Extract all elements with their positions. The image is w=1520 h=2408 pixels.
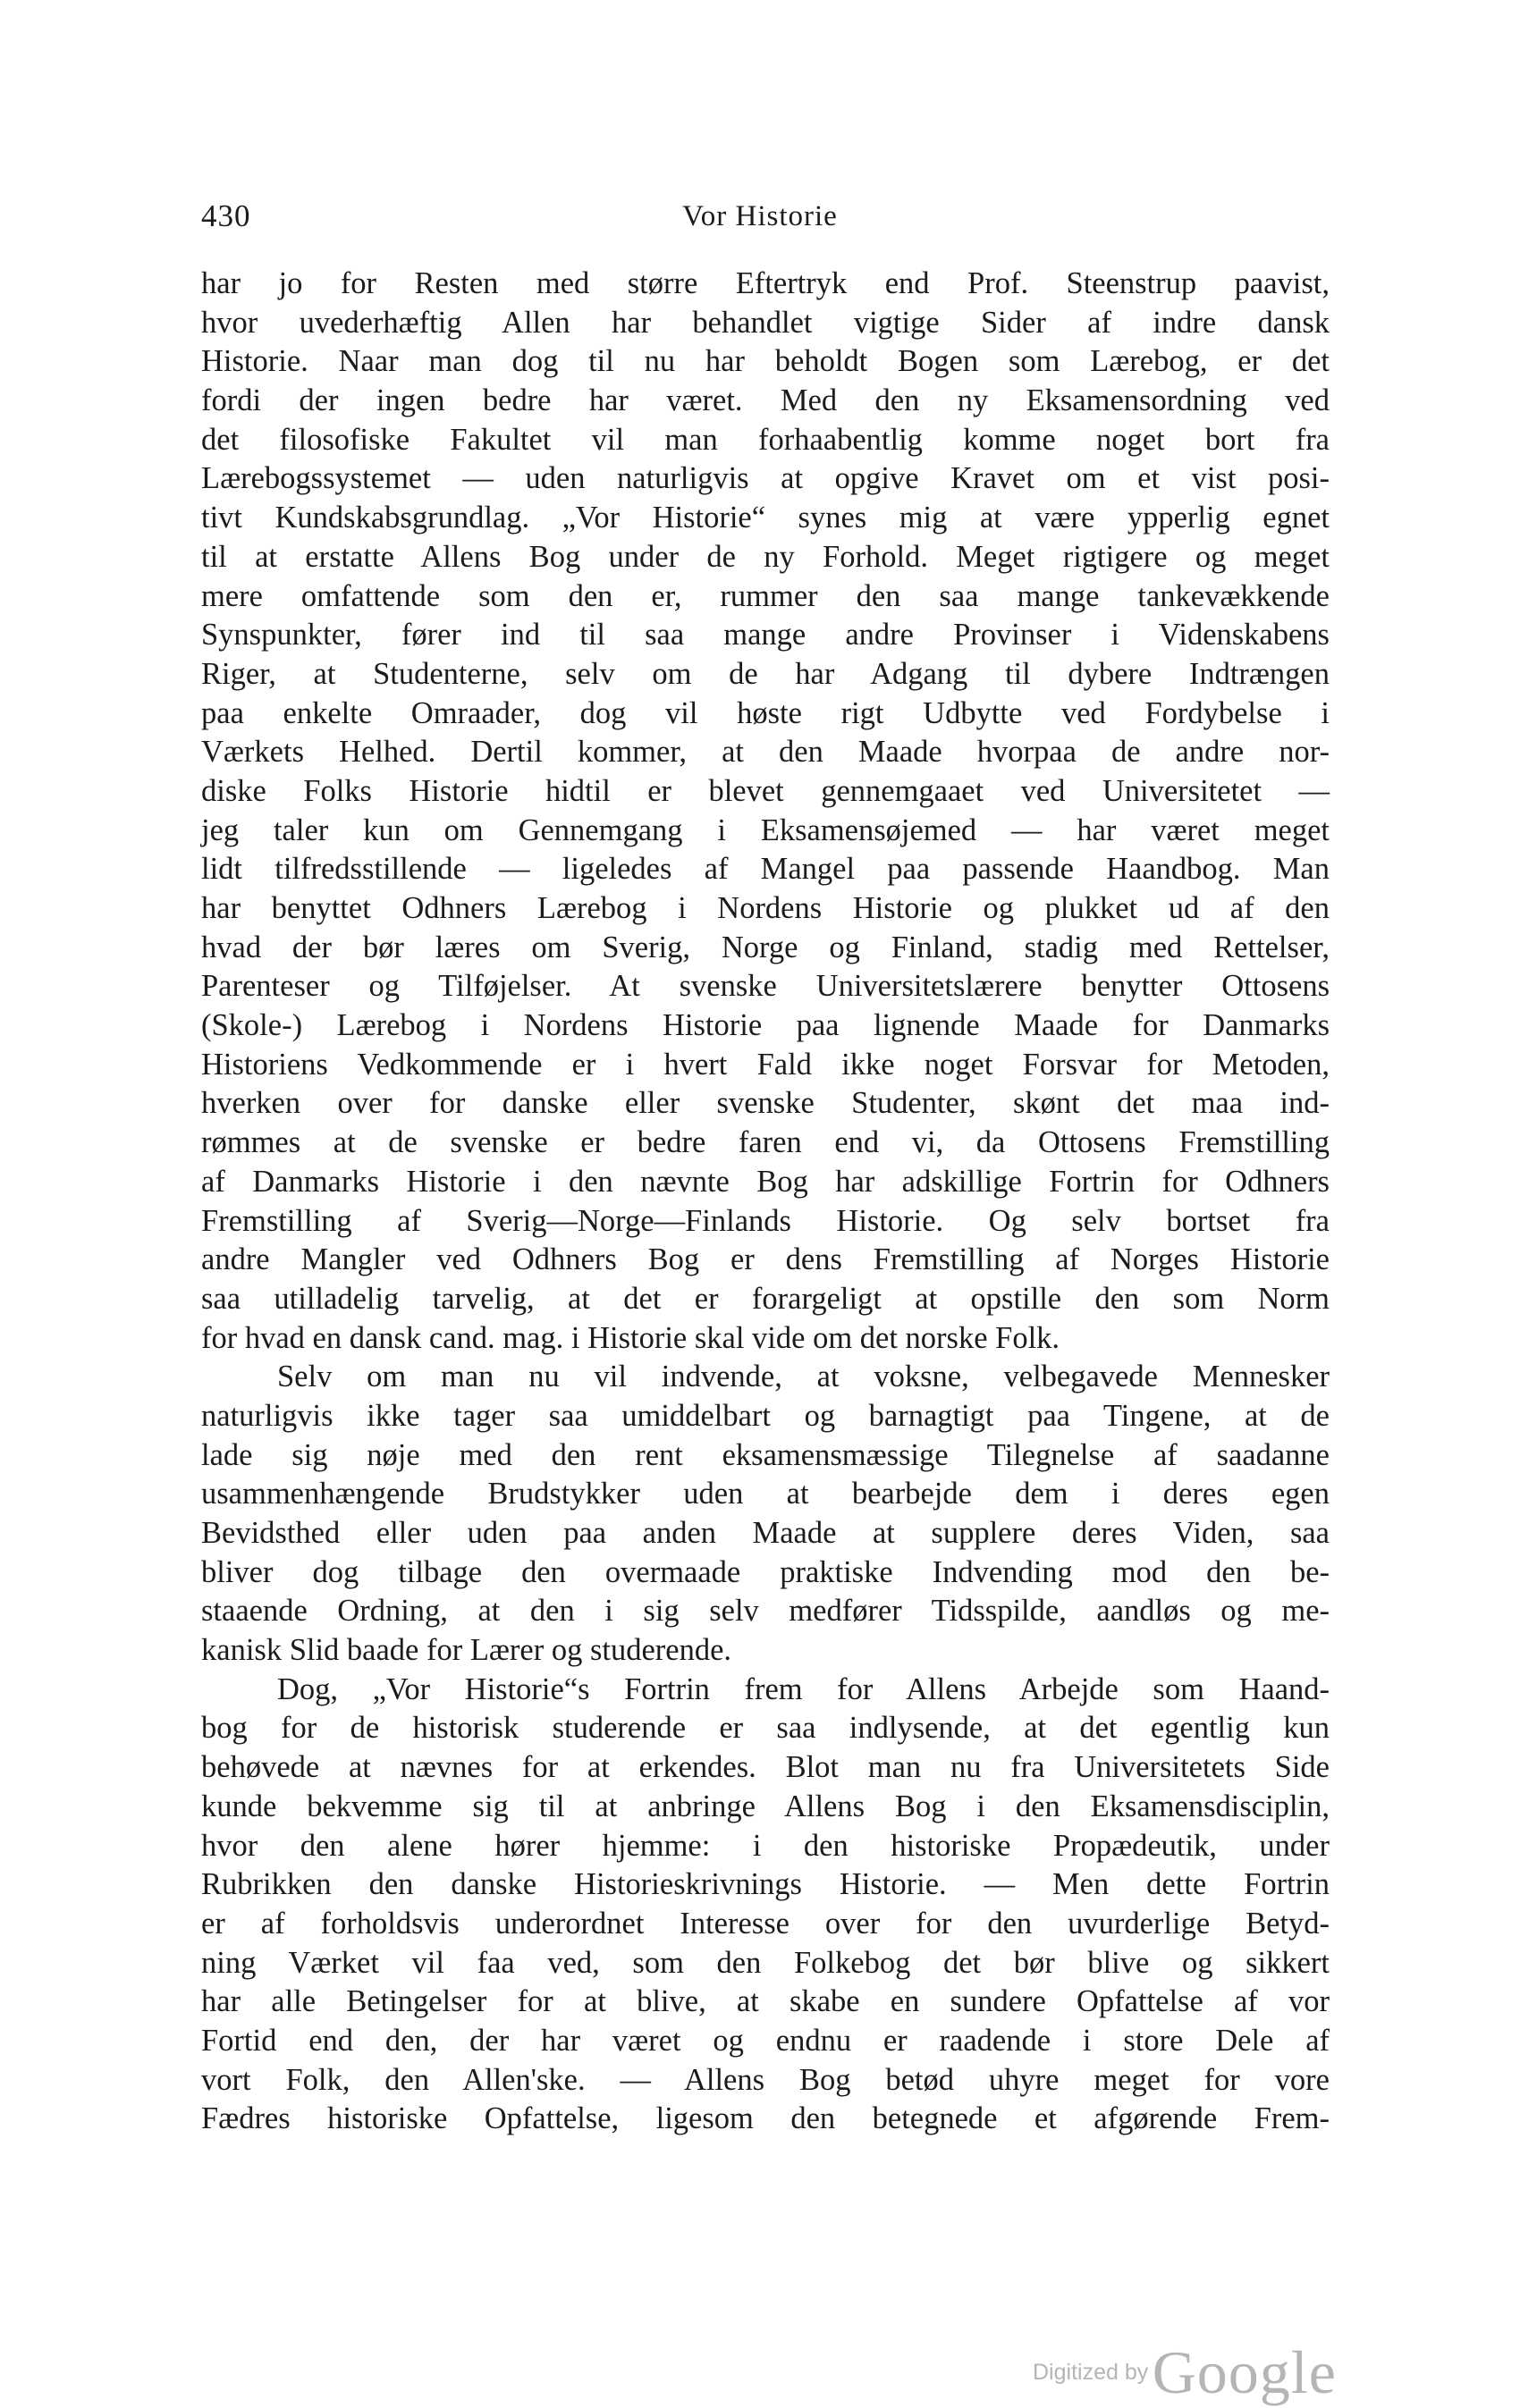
text-line: for hvad en dansk cand. mag. i Historie skal vide om det norske Folk. [201, 1320, 1060, 1355]
text-line: har benyttet Odhners Lærebog i Nordens Historie og plukket ud af den [201, 891, 1330, 925]
text-line: usammenhængende Brudstykker uden at bearbejde dem i deres egen [201, 1477, 1330, 1511]
text-line: bog for de historisk studerende er saa indlysende, at det egentlig kun [201, 1711, 1330, 1746]
text-line: andre Mangler ved Odhners Bog er dens Fremstilling af Norges Historie [201, 1242, 1330, 1277]
text-line: det filosofiske Fakultet vil man forhaabentlig komme noget bort fra [201, 422, 1330, 457]
text-line: naturligvis ikke tager saa umiddelbart og barnagtigt paa Tingene, at de [201, 1398, 1330, 1433]
text-line: staaende Ordning, at den i sig selv medfører Tidsspilde, aandløs og me- [201, 1594, 1330, 1629]
text-line: mere omfattende som den er, rummer den saa mange tankevækkende [201, 578, 1330, 613]
body-text [201, 265, 1330, 2139]
text-line: til at erstatte Allens Bog under de ny Forhold. Meget rigtigere og meget [201, 539, 1330, 574]
text-line: Fædres historiske Opfattelse, ligesom den betegnede et afgørende Frem- [201, 2101, 1330, 2136]
text-line: har jo for Resten med større Eftertryk end Prof. Steenstrup paavist, [201, 266, 1330, 300]
text-line: Historiens Vedkommende er i hvert Fald ikke noget Forsvar for Metoden, [201, 1047, 1330, 1082]
text-line: af Danmarks Historie i den nævnte Bog har adskillige Fortrin for Odhners [201, 1164, 1330, 1199]
text-line: paa enkelte Omraader, dog vil høste rigt Udbytte ved Fordybelse i [201, 695, 1330, 730]
text-line: har alle Betingelser for at blive, at skabe en sundere Opfattelse af vor [201, 1984, 1330, 2019]
text-line: bliver dog tilbage den overmaade praktiske Indvending mod den be- [201, 1554, 1330, 1589]
text-line: Fremstilling af Sverig—Norge—Finlands Historie. Og selv bortset fra [201, 1203, 1330, 1238]
text-line: Lærebogssystemet — uden naturligvis at opgive Kravet om et vist posi- [201, 461, 1330, 496]
google-logo: Google [1152, 2338, 1337, 2406]
text-line: lidt tilfredsstillende — ligeledes af Mangel paa passende Haandbog. Man [201, 852, 1330, 887]
text-line: hvor den alene hører hjemme: i den historiske Propædeutik, under [201, 1828, 1330, 1863]
text-line: kanisk Slid baade for Lærer og studerende. [201, 1633, 732, 1668]
text-line: Fortid end den, der har været og endnu er raadende i store Dele af [201, 2023, 1330, 2058]
text-line: jeg taler kun om Gennemgang i Eksamensøjemed — har været meget [201, 812, 1330, 847]
text-line: Dog, „Vor Historie“s Fortrin frem for Allens Arbejde som Haand- [277, 1671, 1330, 1706]
text-line: diske Folks Historie hidtil er blevet gennemgaaet ved Universitetet — [201, 773, 1330, 808]
text-line: (Skole-) Lærebog i Nordens Historie paa lignende Maade for Danmarks [201, 1008, 1330, 1043]
text-line: ning Værket vil faa ved, som den Folkebog det bør blive og sikkert [201, 1945, 1330, 1980]
text-line: Synspunkter, fører ind til saa mange andre Provinser i Videnskabens [201, 618, 1330, 653]
text-line: er af forholdsvis underordnet Interesse over for den uvurderlige Betyd- [201, 1906, 1330, 1941]
page-number: 430 [201, 198, 251, 233]
text-line: hvor uvederhæftig Allen har behandlet vigtige Sider af indre dansk [201, 305, 1330, 340]
text-line: Riger, at Studenterne, selv om de har Adgang til dybere Indtrængen [201, 656, 1330, 691]
text-line: Historie. Naar man dog til nu har beholdt Bogen som Lærebog, er det [201, 344, 1330, 379]
text-line: tivt Kundskabsgrundlag. „Vor Historie“ synes mig at være ypperlig egnet [201, 501, 1330, 535]
text-line: lade sig nøje med den rent eksamensmæssige Tilegnelse af saadanne [201, 1437, 1330, 1472]
text-line: saa utilladelig tarvelig, at det er forargeligt at opstille den som Norm [201, 1281, 1330, 1316]
text-line: behøvede at nævnes for at erkendes. Blot man nu fra Universitetets Side [201, 1750, 1330, 1785]
digitized-by-watermark [1033, 2337, 1337, 2408]
text-line: Parenteser og Tilføjelser. At svenske Universitetslærere benytter Ottosens [201, 969, 1330, 1004]
text-line: rømmes at de svenske er bedre faren end vi, da Ottosens Fremstilling [201, 1125, 1330, 1160]
digitized-label: Digitized by [1033, 2360, 1149, 2385]
text-line: fordi der ingen bedre har været. Med den ny Eksamensordning ved [201, 383, 1330, 418]
text-line: Værkets Helhed. Dertil kommer, at den Maade hvorpaa de andre nor- [201, 735, 1330, 770]
running-title: Vor Historie [682, 200, 838, 232]
text-line: Rubrikken den danske Historieskrivnings Historie. — Men dette Fortrin [201, 1867, 1330, 1902]
text-line: hvad der bør læres om Sverig, Norge og Finland, stadig med Rettelser, [201, 930, 1330, 964]
text-line: vort Folk, den Allen'ske. — Allens Bog betød uhyre meget for vore [201, 2062, 1330, 2097]
text-line: Bevidsthed eller uden paa anden Maade at supplere deres Viden, saa [201, 1516, 1330, 1550]
text-line: hverken over for danske eller svenske Studenter, skønt det maa ind- [201, 1086, 1330, 1121]
text-line: Selv om man nu vil indvende, at voksne, velbegavede Mennesker [277, 1360, 1330, 1394]
text-line: kunde bekvemme sig til at anbringe Allens Bog i den Eksamensdisciplin, [201, 1789, 1330, 1823]
